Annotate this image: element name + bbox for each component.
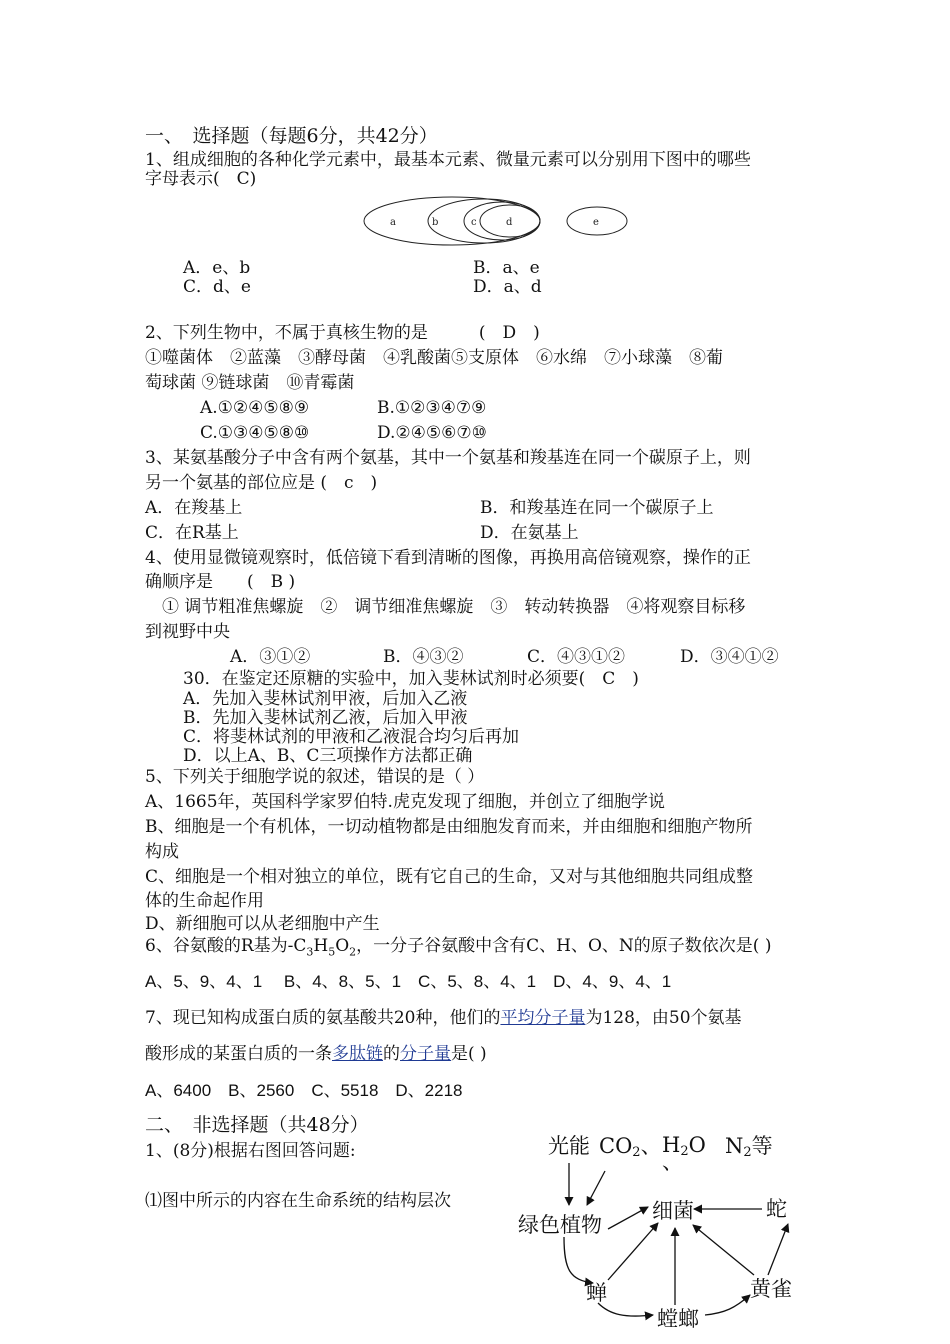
q1-option-c: C．d、e	[183, 277, 251, 297]
q2-option-d: D.②④⑤⑥⑦⑩	[377, 423, 487, 443]
q1-option-b: B．a、e	[473, 258, 540, 278]
q2-list-line2: 萄球菌 ⑨链球菌 ⑩青霉菌	[145, 373, 355, 393]
arrow-mantis-oriole	[705, 1295, 750, 1315]
q3-stem-line1: 3、某氨基酸分子中含有两个氨基，其中一个氨基和羧基连在同一个碳原子上，则	[145, 448, 751, 468]
node-h2o: H2O	[662, 1133, 706, 1159]
q1-stem-line1: 1、组成细胞的各种化学元素中，最基本元素、微量元素可以分别用下图中的哪些	[145, 150, 751, 170]
q3-stem-line2: 另一个氨基的部位应是 ( c )	[145, 473, 378, 493]
q4-stem-line1: 4、使用显微镜观察时，低倍镜下看到清晰的图像，再换用高倍镜观察，操作的正	[145, 548, 751, 568]
label-a: a	[390, 217, 396, 228]
q6-stem: 6、谷氨酸的R基为$-C_3H_5O_2$，一分子谷氨酸中含有C、H、O、N的原子数依次是( )	[145, 936, 772, 959]
q3-option-b: B．和羧基连在同一个碳原子上	[480, 498, 714, 518]
q7-stem-line1: 7、现已知构成蛋白质的氨基酸共20种，他们的平均分子量为128，由50个氨基	[145, 1008, 742, 1028]
q3-option-d: D．在氨基上	[480, 523, 579, 543]
q30-option-c: C．将斐林试剂的甲液和乙液混合均匀后再加	[183, 727, 520, 747]
q4-steps-line1: ① 调节粗准焦螺旋 ② 调节细准焦螺旋 ③ 转动转换器 ④将观察目标移	[145, 597, 746, 617]
label-e: e	[593, 217, 599, 228]
q1-stem-line2: 字母表示( C)	[145, 169, 257, 189]
node-oriole: 黄雀	[750, 1277, 792, 1301]
q5-stem: 5、下列关于细胞学说的叙述，错误的是（ ）	[145, 767, 485, 787]
q1-option-a: A．e、b	[183, 258, 251, 278]
food-web-diagram	[500, 1125, 820, 1344]
q4-option-b: B．④③②	[383, 647, 464, 667]
node-mantis: 螳螂	[657, 1307, 699, 1331]
q5-option-d: D、新细胞可以从老细胞中产生	[145, 914, 380, 934]
q30-stem: 30．在鉴定还原糖的实验中，加入斐林试剂时必须要( C )	[183, 669, 639, 689]
p1-subquestion-1: ⑴图中所示的内容在生命系统的结构层次	[145, 1191, 451, 1211]
arrow-oriole-bacteria	[693, 1225, 754, 1275]
q2-option-b: B.①②③④⑦⑨	[377, 398, 487, 418]
section2-title: 二、 非选择题（共48分）	[145, 1114, 369, 1136]
q6-options: A、5、9、4、1 B、4、8、5、1 C、5、8、4、1 D、4、9、4、1	[145, 972, 672, 991]
label-b: b	[432, 217, 439, 228]
q4-option-a: A．③①②	[230, 647, 311, 667]
q2-list-line1: ①噬菌体 ②蓝藻 ③酵母菌 ④乳酸菌⑤支原体 ⑥水绵 ⑦小球藻 ⑧葡	[145, 348, 723, 368]
node-cicada: 蝉	[586, 1281, 607, 1305]
label-c: c	[471, 217, 477, 228]
q7-stem-line2: 酸形成的某蛋白质的一条多肽链的分子量是( )	[145, 1044, 487, 1064]
arrow-plant-bacteria	[608, 1207, 648, 1229]
q30-option-a: A．先加入斐林试剂甲液，后加入乙液	[183, 689, 468, 709]
node-bacteria: 细菌	[652, 1199, 694, 1223]
q2-option-a: A.①②④⑤⑧⑨	[200, 398, 310, 418]
q5-option-a: A、1665年，英国科学家罗伯特.虎克发现了细胞，并创立了细胞学说	[145, 792, 665, 812]
link-polypeptide[interactable]: 多肽链	[332, 1044, 383, 1064]
node-light: 光能	[548, 1134, 590, 1158]
q2-stem: 2、下列生物中，不属于真核生物的是 ( D )	[145, 323, 540, 343]
arrow-co2-plant	[587, 1171, 605, 1205]
q5-option-b-line2: 构成	[145, 842, 179, 862]
q1-option-d: D．a、d	[473, 277, 542, 297]
node-sep2: 、	[662, 1150, 683, 1174]
p1-stem: 1、(8分)根据右图回答问题:	[145, 1141, 356, 1161]
q5-option-b-line1: B、细胞是一个有机体，一切动植物都是由细胞发育而来，并由细胞和细胞产物所	[145, 817, 753, 837]
q4-steps-line2: 到视野中央	[145, 622, 230, 642]
arrow-plant-cicada	[564, 1237, 593, 1283]
label-d: d	[506, 217, 513, 228]
q4-option-d: D．③④①②	[680, 647, 779, 667]
arrow-cicada-bacteria	[608, 1223, 658, 1280]
node-n2: N2等	[725, 1134, 773, 1160]
q4-stem-line2: 确顺序是 ( B )	[145, 572, 296, 592]
q5-option-c-line1: C、细胞是一个相对独立的单位，既有它自己的生命，又对与其他细胞共同组成整	[145, 867, 754, 887]
link-molecular-weight[interactable]: 分子量	[400, 1044, 451, 1064]
link-average-molecular-weight[interactable]: 平均分子量	[500, 1008, 586, 1028]
q1-ellipse-diagram	[360, 196, 635, 248]
q5-option-c-line2: 体的生命起作用	[145, 891, 264, 911]
node-green-plant: 绿色植物	[518, 1213, 602, 1237]
q30-option-b: B．先加入斐林试剂乙液，后加入甲液	[183, 708, 468, 728]
node-snake: 蛇	[766, 1197, 787, 1221]
arrow-oriole-snake	[768, 1224, 788, 1275]
q3-option-a: A．在羧基上	[145, 498, 243, 518]
q2-option-c: C.①③④⑤⑧⑩	[200, 423, 310, 443]
q4-option-c: C．④③①②	[527, 647, 626, 667]
node-co2: CO2、	[599, 1134, 662, 1160]
q3-option-c: C．在R基上	[145, 523, 239, 543]
q7-options: A、6400 B、2560 C、5518 D、2218	[145, 1081, 463, 1100]
section1-title: 一、 选择题（每题6分，共42分）	[145, 125, 438, 147]
q30-option-d: D．以上A、B、C三项操作方法都正确	[183, 746, 473, 766]
